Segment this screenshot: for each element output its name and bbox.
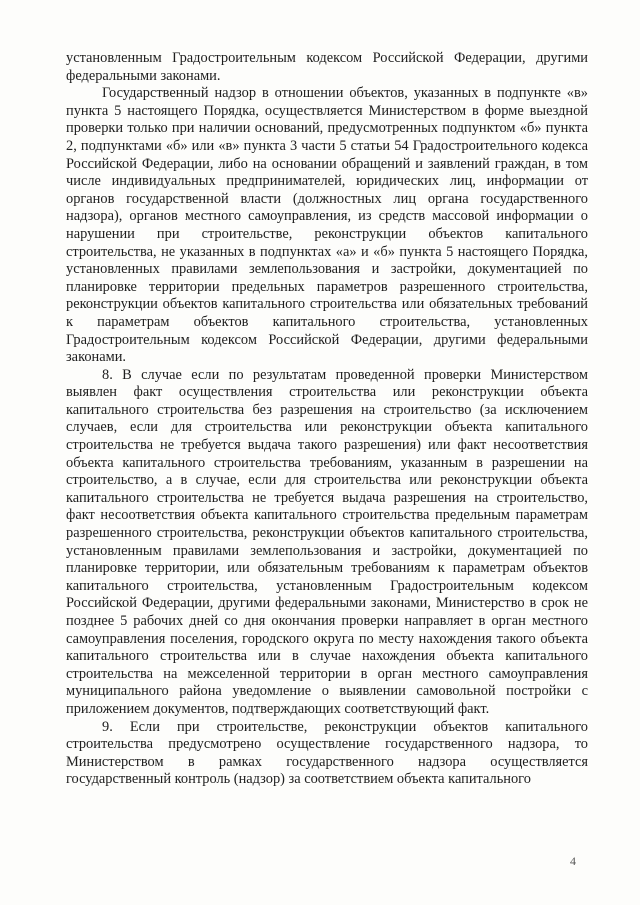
paragraph-state-supervision: Государственный надзор в отношении объектов, указанных в подпункте «в» пункта 5 настоящего Порядка, осуществляется Министерством в форме выездной проверки только при наличии оснований, предусмотренных подпунктом «б» пункта 2, подпунктами «б» или «в» пункта 3 части 5 статьи 54 Градостроительного кодекса Российской Федерации, либо на основании обращений и заявлений граждан, в том числе индивидуальных предпринимателей, юридических лиц, информации от органов государственной власти (должностных лиц органа государственного надзора), органов местного самоуправления, из средств массовой информации о нарушении при строительстве, реконструкции объектов капитального строительства, не указанных в подпунктах «а» и «б» пункта 5 настоящего Порядка, установленных правилами землепользования и застройки, документацией по планировке территории предельных параметров разрешенного строительства, реконструкции объектов капитального строительства или обязательных требований к параметрам объектов капитального строительства, установленных Градостроительным кодексом Российской Федерации, другими федеральными законами. xyxy=(66,85,588,366)
document-body xyxy=(66,50,588,789)
paragraph-item-8: 8. В случае если по результатам проведенной проверки Министерством выявлен факт осуществления строительства или реконструкции объекта капитального строительства без разрешения на строительство (за исключением случаев, если для строительства или реконструкции объекта капитального строительства не требуется выдача такого разрешения) или факт несоответствия объекта капитального строительства требованиям, указанным в разрешении на строительство, а в случае, если для строительства или реконструкции объекта капитального строительства не требуется выдача разрешения на строительство, факт несоответствия объекта капитального строительства предельным параметрам разрешенного строительства, реконструкции объектов капитального строительства, установленным правилами землепользования и застройки, документацией по планировке территории, или обязательным требованиям к параметрам объектов капитального строительства, установленным Градостроительным кодексом Российской Федерации, другими федеральными законами, Министерство в срок не позднее 5 рабочих дней со дня окончания проверки направляет в орган местного самоуправления поселения, городского округа по месту нахождения такого объекта капитального строительства или в случае нахождения объекта капитального строительства на межселенной территории в орган местного самоуправления муниципального района уведомление о выявлении самовольной постройки с приложением документов, подтверждающих соответствующий факт. xyxy=(66,366,588,717)
paragraph-continuation: установленным Градостроительным кодексом Российской Федерации, другими федеральными законами. xyxy=(66,50,588,84)
paragraph-item-9: 9. Если при строительстве, реконструкции объектов капитального строительства предусмотрено осуществление государственного надзора, то Министерством в рамках государственного надзора осуществляется государственный контроль (надзор) за соответствием объекта капитального xyxy=(66,718,588,788)
page-number: 4 xyxy=(570,854,576,868)
